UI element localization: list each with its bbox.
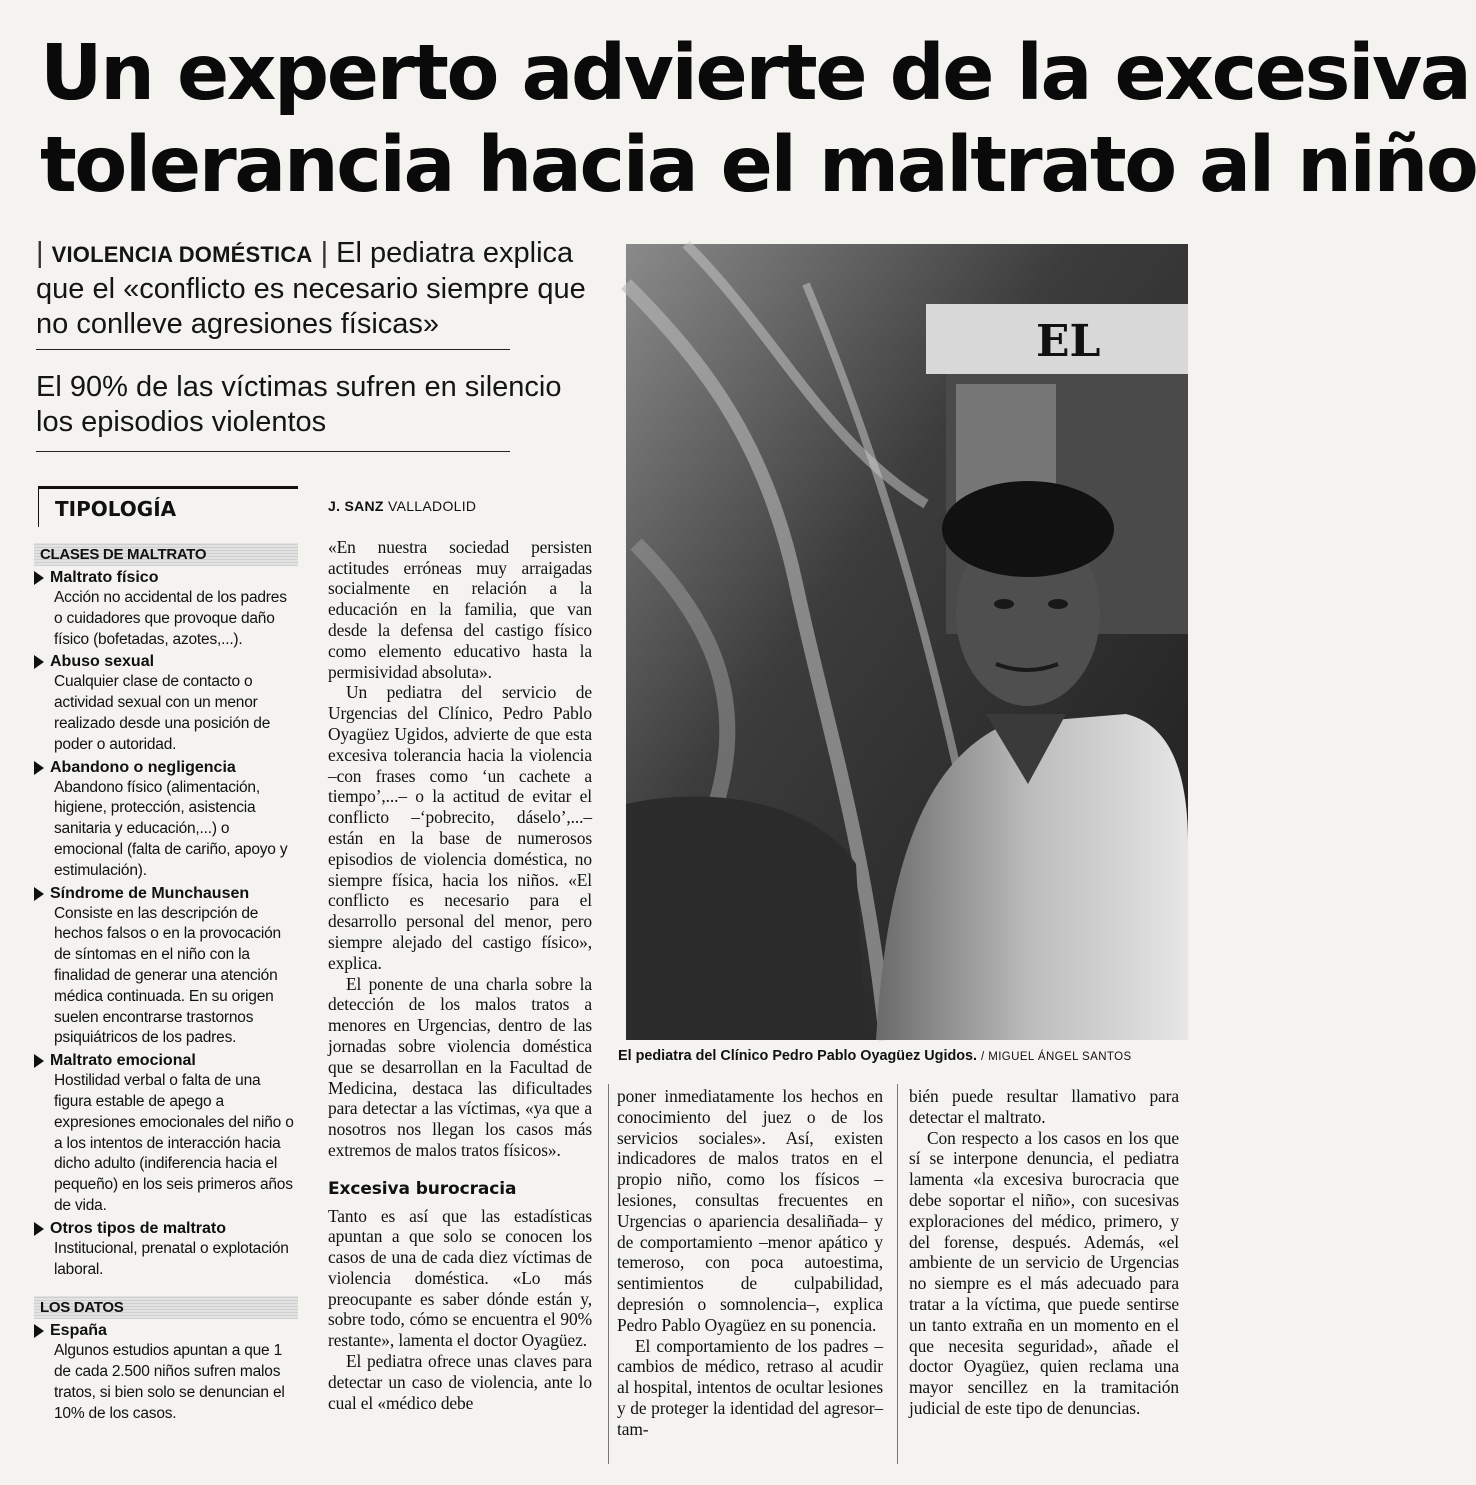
body-paragraph-1: «En nuestra sociedad persisten actitudes erróneas muy arraigadas socialmente en relación a la educación en la familia, que van desde la defensa del castigo físico como elemento educativo hasta la permisividad absoluta».: [328, 536, 592, 682]
sidebar-maltrato-item: [34, 1051, 298, 1217]
arrow-right-icon: [34, 761, 44, 775]
deck-rule-2: [36, 451, 510, 452]
byline-author: J. SANZ: [328, 498, 384, 514]
body-paragraph-9: Con respecto a los casos en los que sí se interpone denuncia, el pediatra lamenta «la excesiva burocracia que debe soportar el niño», con sucesivas exploraciones del médico, primero, y del forense, después. Además, «el ambiente de un servicio de Urgencias no siempre es el más adecuado para tratar a la víctima, que puede sentirse un tanto extraña en un momento en el que necesita seguridad», añade el doctor Oyagüez, quien reclama una mayor sencillez en la tramitación judicial de este tipo de denuncias.: [909, 1127, 1179, 1418]
body-paragraph-7: El comportamiento de los padres –cambios de médico, retraso al acudir al hospital, intentos de ocultar lesiones y de proteger la identidad del agresor– tam-: [617, 1335, 883, 1439]
sidebar-maltrato-item: [34, 884, 298, 1050]
sidebar-maltrato-item-title: Otros tipos de maltrato: [34, 1219, 298, 1239]
arrow-right-icon: [34, 571, 44, 585]
body-paragraph-8: bién puede resultar llamativo para detectar el maltrato.: [909, 1086, 1179, 1127]
sidebar-section-clases: CLASES DE MALTRATO: [34, 543, 298, 566]
body-paragraph-6: poner inmediatamente los hechos en conocimiento del juez o de los servicios sociales». Así, existen indicadores de malos tratos en el propio niño, como los físicos –lesiones, consultas frecuentes en Urgencias o apariencia desaliñada– y de comportamiento –menor apático y temeroso, con poca autoestima, sentimientos de culpabilidad, depresión o somnolencia–, explica Pedro Pablo Oyagüez en su ponencia.: [617, 1086, 883, 1335]
sidebar-maltrato-item: [34, 758, 298, 882]
sidebar-title: TIPOLOGÍA: [38, 486, 298, 527]
byline-place: VALLADOLID: [387, 498, 477, 514]
sidebar-maltrato-item-text: Abandono físico (alimentación, higiene, protección, asistencia sanitaria y educación,...) o emocional (falta de cariño, apoyo y estimulación).: [54, 778, 288, 879]
body-paragraph-5: El pediatra ofrece unas claves para detectar un caso de violencia, ante lo cual el «médico debe: [328, 1351, 592, 1413]
deck-rule: [36, 349, 510, 350]
sidebar-maltrato-item-title: Abandono o negligencia: [34, 758, 298, 778]
sidebar-maltrato-item-text: Hostilidad verbal o falta de una figura estable de apego a expresiones emocionales del niño o a los intentos de interacción hacia dicho adulto (indiferencia hacia el pequeño) en los seis primeros años de vida.: [54, 1072, 294, 1214]
sidebar-section-datos: LOS DATOS: [34, 1296, 298, 1319]
sidebar-datos-item-text: Algunos estudios apuntan a que 1 de cada 2.500 niños sufren malos tratos, si bien solo se denuncian el 10% de los casos.: [54, 1342, 285, 1422]
headline-line-2: tolerancia hacia el maltrato al niño: [40, 121, 1476, 210]
photo-illustration: [626, 244, 1188, 1040]
sidebar-maltrato-item: [34, 1219, 298, 1281]
body-paragraph-4: Tanto es así que las estadísticas apuntan a que solo se conocen los casos de una de cada diez víctimas de violencia doméstica. «Lo más preocupante es saber dónde están y, sobre todo, cómo se encuentra el 90% restante», lamenta el doctor Oyagüez.: [328, 1205, 592, 1351]
body-paragraph-3: El ponente de una charla sobre la detección de los malos tratos a menores en Urgencias, dentro de las jornadas sobre violencia doméstica que se desarrollan en la Facultad de Medicina, destaca las dificultades para detectar a las víctimas, «ya que a nosotros nos llegan los casos más extremos de malos tratos físicos».: [328, 973, 592, 1160]
sidebar-maltrato-item-title: Maltrato emocional: [34, 1051, 298, 1071]
arrow-right-icon: [34, 1222, 44, 1236]
sidebar-tipologia: [34, 486, 298, 1425]
arrow-right-icon: [34, 1324, 44, 1338]
sidebar-maltrato-item-text: Consiste en las descripción de hechos falsos o en la provocación de síntomas en el niño con la finalidad de generar una atención médica continuada. En su origen suelen encontrarse trastornos psiquiátricos de los padres.: [54, 904, 281, 1047]
sidebar-datos-item-title: España: [34, 1321, 298, 1341]
column-divider-2: [897, 1084, 898, 1464]
column-divider-1: [608, 1084, 609, 1464]
article-column-3: [909, 1086, 1179, 1419]
arrow-right-icon: [34, 1054, 44, 1068]
arrow-right-icon: [34, 655, 44, 669]
body-paragraph-2: Un pediatra del servicio de Urgencias del Clínico, Pedro Pablo Oyagüez Ugidos, advierte de que esta excesiva tolerancia hacia la violencia –con frases como ‘un cachete a tiempo’,...– o la actitud de evitar el conflicto –‘pobrecito, dáselo’,...– están en la base de numerosos episodios de violencia doméstica, no siempre física, hacia los niños. «El conflicto es necesario para el desarrollo personal del menor, pero siempre alejado del castigo físico», explica.: [328, 682, 592, 973]
caption-text: El pediatra del Clínico Pedro Pablo Oyagüez Ugidos.: [618, 1048, 978, 1064]
sidebar-data-items: [34, 1321, 298, 1424]
sidebar-maltrato-item-text: Cualquier clase de contacto o actividad sexual con un menor realizado desde una posición de poder o autoridad.: [54, 673, 271, 753]
section-tag: VIOLENCIA DOMÉSTICA: [51, 242, 313, 267]
deck-second: El 90% de las víctimas sufren en silencio los episodios violentos: [36, 371, 562, 438]
sidebar-maltrato-item-title: Síndrome de Munchausen: [34, 884, 298, 904]
sidebar-maltrato-item-text: Acción no accidental de los padres o cuidadores que provoque daño físico (bofetadas, azotes,...).: [54, 589, 287, 648]
photo-credit: / MIGUEL ÁNGEL SANTOS: [981, 1051, 1132, 1063]
subhead-burocracia: Excesiva burocracia: [328, 1178, 517, 1199]
sidebar-datos-item: [34, 1321, 298, 1424]
deck-text: El pediatra explica que el «conflicto es necesario siempre que no conlleve agresiones físicas»: [36, 237, 586, 340]
photo-sign-text: EL: [1036, 316, 1101, 367]
sidebar-maltrato-item-title: Abuso sexual: [34, 652, 298, 672]
arrow-right-icon: [34, 887, 44, 901]
sidebar-items: [34, 568, 298, 1280]
sidebar-maltrato-item: [34, 652, 298, 755]
sidebar-maltrato-item-text: Institucional, prenatal o explotación laboral.: [54, 1239, 289, 1278]
photo-caption: [618, 1048, 1188, 1064]
article-column-2: [617, 1086, 883, 1440]
deck: | VIOLENCIA DOMÉSTICA | El pediatra explica que el «conflicto es necesario siempre que no conlleve agresiones físicas»: [36, 237, 586, 340]
pediatrician-photo: [626, 244, 1188, 1040]
sidebar-maltrato-item: [34, 568, 298, 650]
sidebar-maltrato-item-title: Maltrato físico: [34, 568, 298, 588]
headline: [40, 28, 1476, 212]
article-column-1: [328, 496, 592, 1413]
headline-line-1: Un experto advierte de la excesiva: [40, 29, 1470, 118]
byline: [328, 496, 592, 517]
